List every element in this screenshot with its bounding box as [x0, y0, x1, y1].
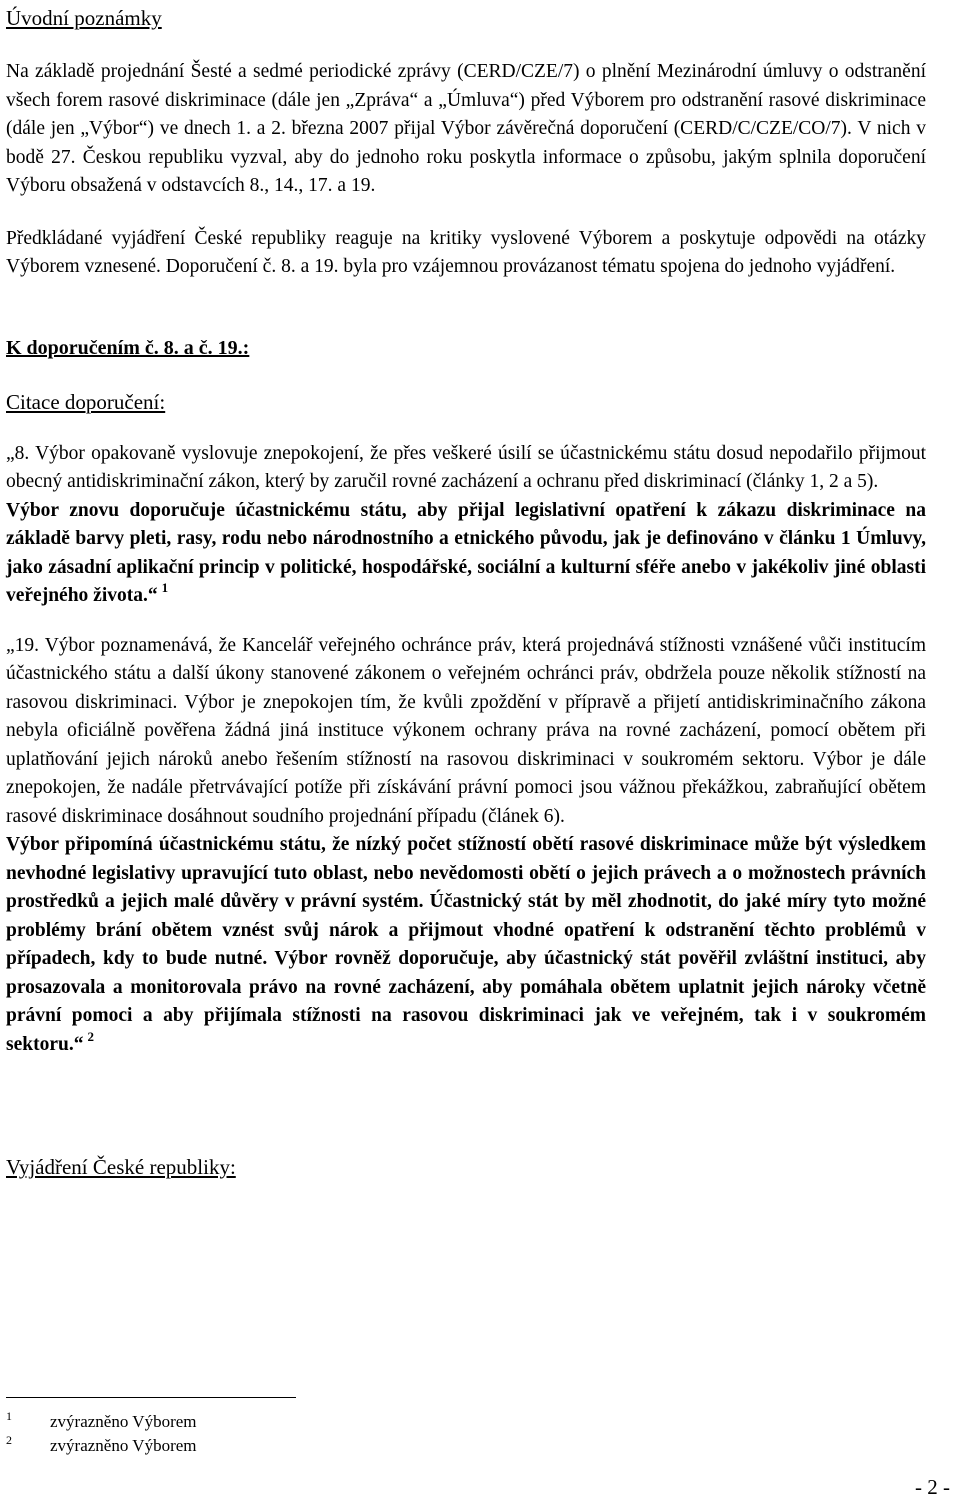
- recommendation-8-bold: [6, 497, 926, 612]
- statement-heading: Vyjádření České republiky:: [6, 1155, 236, 1179]
- recommendation-8-bold-text: Výbor znovu doporučuje účastnickému státu, aby přijal legislativní opatření k zákazu diskriminace na základě barvy pleti, rasy, rodu nebo národnostního a etnického původu, jak je definováno v článku 1 Úmluvy, jako zásadní aplikační princip v politické, hospodářské, sociální a kulturní sféře anebo v jakékoliv jiné oblasti veřejného života.“: [6, 499, 926, 606]
- intro-paragraph-2: Předkládané vyjádření České republiky reaguje na kritiky vyslovené Výborem a poskytuje odpovědi na otázky Výborem vznesené. Doporučení č. 8. a 19. byla pro vzájemnou provázanost tématu spojena do jednoho vyjádření.: [6, 227, 926, 277]
- recommendation-19-bold-text: Výbor připomíná účastnickému státu, že nízký počet stížností obětí rasové diskriminace může být výsledkem nevhodné legislativy upravující tuto oblast, nebo nevědomosti obětí o jejich právech a o možnostech právních prostředků a jejich malé důvěry v právní systém. Účastnický stát by měl zhodnotit, do jaké míry tyto možné problémy brání obětem vznést svůj nárok a přijmout vhodné opatření k odstranění těchto problémů v případech, kdy to bude nutné. Výbor rovněž doporučuje, aby účastnický stát pověřil zvláštní instituci, aby prosazovala a monitorovala právo na rovné zacházení, aby pomáhala obětem uplatnit jejich nároky včetně právní pomoci a aby přijímala stížnosti na rasovou diskriminaci jak ve veřejném, tak i v soukromém sektoru.“: [6, 834, 926, 1055]
- intro-paragraph-1: Na základě projednání Šesté a sedmé periodické zprávy (CERD/CZE/7) o plnění Mezinárodní úmluvy o odstranění všech forem rasové diskriminace (dále jen „Zpráva“ a „Úmluva“) před Výborem pro odstranění rasové diskriminace (dále jen „Výbor“) ve dnech 1. a 2. března 2007 přijal Výbor závěrečná doporučení (CERD/C/CZE/CO/7). V nich v bodě 27. Českou republiku vyzval, aby do jednoho roku poskytla informace o způsobu, jakým splnila doporučení Výboru obsažená v odstavcích 8., 14., 17. a 19.: [6, 61, 926, 196]
- footnote-2-text: zvýrazněno Výborem: [50, 1436, 197, 1455]
- recommendation-8-text: „8. Výbor opakovaně vyslovuje znepokojení, že přes veškeré úsilí se účastnickému státu dosud nepodařilo přijmout obecný antidiskriminační zákon, který by zaručil rovné zacházení a ochranu před diskriminací (články 1, 2 a 5).: [6, 442, 926, 492]
- footnote-2: [6, 1433, 197, 1457]
- page-number: - 2 -: [915, 1475, 950, 1499]
- document-page: [6, 0, 926, 1180]
- footnote-separator: [6, 1397, 296, 1398]
- recommendation-19-text: „19. Výbor poznamenává, že Kancelář veřejného ochránce práv, která projednává stížnosti vznášené vůči institucím účastnického státu a další úkony stanovené zákonem o veřejném ochránci práv, obdržela pouze několik stížností na rasovou diskriminaci. Výbor je znepokojen tím, že kvůli zpoždění v přípravě a přijetí antidiskriminačního zákona nebyla oficiálně pověřena žádná jiná instituce výkonem ochrany práva na rovné zacházení, pomocí obětem při uplatňování jejich nároků anebo řešením stížností na rasovou diskriminaci v soukromém sektoru. Výbor je dále znepokojen, že nadále přetrvávající potíže při získávání právní pomoci jsou vážnou překážkou, zabraňující obětem rasové diskriminace dosáhnout soudního projednání případu (článek 6).: [6, 634, 926, 827]
- citation-heading: Citace doporučení:: [6, 389, 166, 414]
- footnote-1-text: zvýrazněno Výborem: [50, 1412, 197, 1431]
- footnote-2-number: 2: [6, 1433, 12, 1447]
- footnote-ref-2: 2: [87, 1028, 94, 1044]
- recommendations-heading: K doporučením č. 8. a č. 19.:: [6, 336, 250, 359]
- recommendation-19-bold: [6, 831, 926, 1060]
- footnote-ref-1: 1: [161, 580, 169, 595]
- footnote-1-number: 1: [6, 1409, 12, 1423]
- section-title: Úvodní poznámky: [6, 6, 162, 30]
